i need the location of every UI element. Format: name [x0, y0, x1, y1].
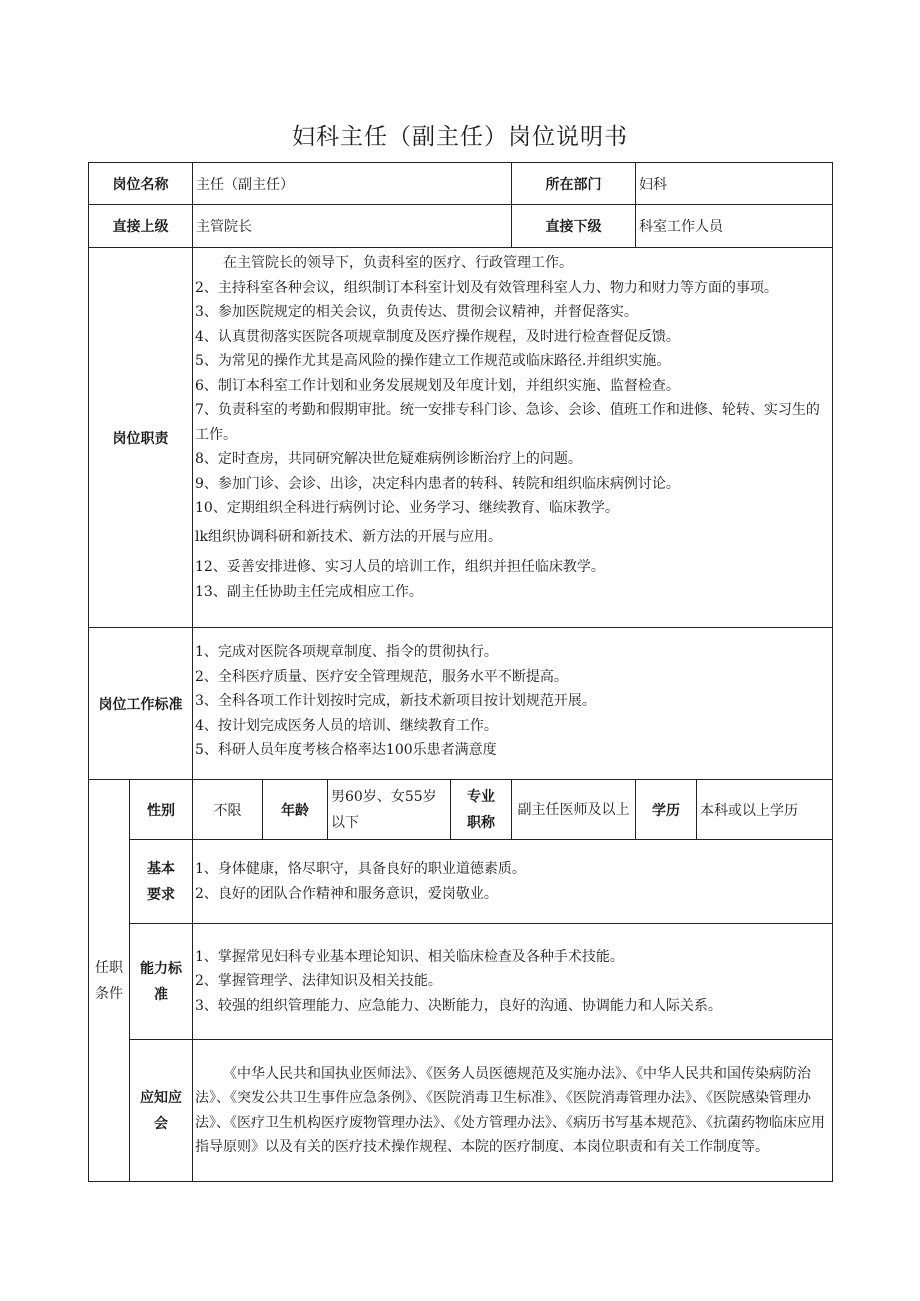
basic-item: 2、良好的团队合作精神和服务意识，爱岗敬业。 [195, 885, 498, 902]
duties-list [193, 248, 833, 628]
standard-item: 5、科研人员年度考核合格率达100乐患者满意度 [195, 742, 497, 758]
basic-item: 1、身体健康，恪尽职守，具备良好的职业道德素质。 [195, 861, 526, 877]
duty-item: lk组织协调科研和新技术、新方法的开展与应用。 [195, 528, 502, 545]
standards-label: 岗位工作标准 [89, 628, 193, 780]
duty-item: 12、妥善安排进修、实习人员的培训工作，组织并担任临床教学。 [195, 559, 605, 575]
standards-list [193, 628, 833, 780]
title-value: 副主任医师及以上 [512, 780, 636, 840]
education-value: 本科或以上学历 [697, 780, 833, 840]
duty-item: 13、副主任协助主任完成相应工作。 [195, 583, 423, 600]
knowledge-text: 《中华人民共和国执业医师法》、《医务人员医德规范及实施办法》、《中华人民共和国传染病防治法》、《突发公共卫生事件应急条例》、《医院消毒卫生标准》、《医院消毒管理办法》、《医院感染管理办法》、《医疗卫生机构医疗废物管理办法》、《处方管理办法》、《病历书写基本规范》、《抗菌药物临床应用指导原则》以及有关的医疗技术操作规程、本院的医疗制度、本岗位职责和有关工作制度等。 [193, 1040, 833, 1182]
duty-item: 2、主持科室各种会议，组织制订本科室计划及有效管理科室人力、物力和财力等方面的事项。 [195, 279, 778, 296]
education-label: 学历 [636, 780, 697, 840]
duties-label: 岗位职责 [89, 248, 193, 628]
job-description-table [88, 162, 833, 1182]
knowledge-label: 应知应会 [130, 1040, 193, 1182]
page-title: 妇科主任（副主任）岗位说明书 [292, 124, 628, 150]
ability-list [193, 924, 833, 1040]
basic-label: 基本要求 [130, 840, 193, 924]
ability-item: 2、掌握管理学、法律知识及相关技能。 [195, 973, 442, 990]
duty-item: 6、制订本科室工作计划和业务发展规划及年度计划，并组织实施、监督检查。 [195, 377, 680, 394]
basic-list [193, 840, 833, 924]
standard-item: 1、完成对医院各项规章制度、指令的贯彻执行。 [195, 644, 498, 660]
duty-item: 7、负责科室的考勤和假期审批。统一安排专科门诊、急诊、会诊、值班工作和进修、轮转、实习生的工作。 [195, 402, 820, 443]
row-knowledge [89, 1040, 833, 1182]
gender-label: 性别 [130, 780, 193, 840]
duty-item: 在主管院长的领导下，负责科室的医疗、行政管理工作。 [223, 255, 573, 271]
dept-label: 所在部门 [512, 163, 636, 205]
subordinate-value: 科室工作人员 [636, 205, 833, 248]
row-standards [89, 628, 833, 780]
row-basic-info [89, 780, 833, 840]
row-basic-requirements [89, 840, 833, 924]
post-name-value: 主任（副主任） [193, 163, 512, 205]
standard-item: 4、按计划完成医务人员的培训、继续教育工作。 [195, 717, 498, 734]
standard-item: 3、全科各项工作计划按时完成，新技术新项目按计划规范开展。 [195, 693, 596, 709]
duty-item: 10、定期组织全科进行病例讨论、业务学习、继续教育、临床教学。 [195, 500, 619, 516]
superior-label: 直接上级 [89, 205, 193, 248]
gender-value: 不限 [193, 780, 263, 840]
ability-label: 能力标准 [130, 924, 193, 1040]
row-ability [89, 924, 833, 1040]
age-label: 年龄 [263, 780, 328, 840]
row-post-name [89, 163, 833, 205]
qualifications-label: 任职条件 [89, 780, 130, 1182]
dept-value: 妇科 [636, 163, 833, 205]
duty-item: 4、认真贯彻落实医院各项规章制度及医疗操作规程，及时进行检查督促反馈。 [195, 328, 680, 345]
superior-value: 主管院长 [193, 205, 512, 248]
ability-item: 1、掌握常见妇科专业基本理论知识、相关临床检查及各种手术技能。 [195, 948, 624, 965]
row-superior [89, 205, 833, 248]
duty-item: 3、参加医院规定的相关会议，负责传达、贯彻会议精神，并督促落实。 [195, 304, 638, 320]
ability-item: 3、较强的组织管理能力、应急能力、决断能力，良好的沟通、协调能力和人际关系。 [195, 997, 722, 1014]
standard-item: 2、全科医疗质量、医疗安全管理规范，服务水平不断提高。 [195, 668, 568, 685]
duty-item: 8、定时查房，共同研究解决世危疑难病例诊断治疗上的问题。 [195, 451, 582, 467]
subordinate-label: 直接下级 [512, 205, 636, 248]
post-name-label: 岗位名称 [89, 163, 193, 205]
duty-item: 9、参加门诊、会诊、出诊，决定科内患者的转科、转院和组织临床病例讨论。 [195, 475, 680, 492]
row-duties [89, 248, 833, 628]
duty-item: 5、为常见的操作尤其是高风险的操作建立工作规范或临床路径.并组织实施。 [195, 353, 671, 369]
title-label: 专业职称 [451, 780, 512, 840]
age-value: 男60岁、女55岁以下 [328, 780, 451, 840]
